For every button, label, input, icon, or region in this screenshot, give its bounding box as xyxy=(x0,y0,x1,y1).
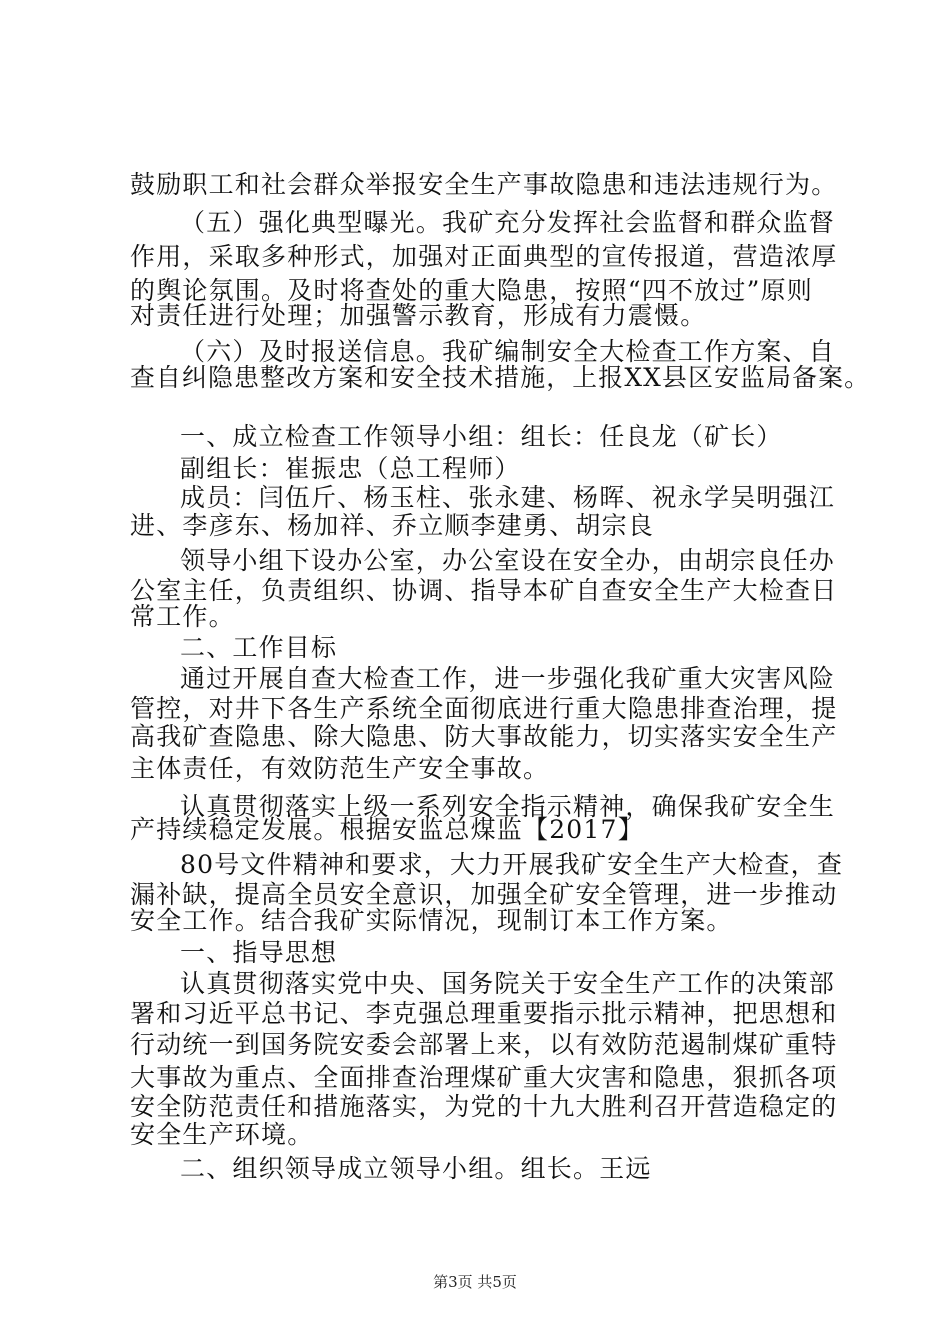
body-text-line: 高我矿查隐患、除大隐患、防大事故能力，切实落实安全生产 xyxy=(130,722,838,751)
body-text-line: 一、成立检查工作领导小组：组长：任良龙（矿长） xyxy=(180,422,783,451)
body-text-line: 进、李彦东、杨加祥、乔立顺李建勇、胡宗良 xyxy=(130,511,655,540)
body-text-line: 安全工作。结合我矿实际情况，现制订本工作方案。 xyxy=(130,906,733,935)
body-text-line: 作用，采取多种形式，加强对正面典型的宣传报道，营造浓厚 xyxy=(130,242,838,271)
body-text-line: 认真贯彻落实党中央、国务院关于安全生产工作的决策部 xyxy=(180,969,836,998)
body-text-line: 安全防范责任和措施落实，为党的十九大胜利召开营造稳定的 xyxy=(130,1092,838,1121)
body-text-line: 的舆论氛围。及时将查处的重大隐患，按照“四不放过”原则 xyxy=(130,276,813,305)
body-text-line: 领导小组下设办公室，办公室设在安全办，由胡宗良任办 xyxy=(180,546,836,575)
body-text-line: 行动统一到国务院安委会部署上来，以有效防范遏制煤矿重特 xyxy=(130,1030,838,1059)
body-text-line: 认真贯彻落实上级一系列安全指示精神，确保我矿安全生 xyxy=(180,792,836,821)
body-text-line: 80号文件精神和要求，大力开展我矿安全生产大检查，查 xyxy=(180,850,844,879)
body-text-line: 常工作。 xyxy=(130,602,235,631)
body-text-line: 大事故为重点、全面排查治理煤矿重大灾害和隐患，狠抓各项 xyxy=(130,1063,838,1092)
body-text-line: （六）及时报送信息。我矿编制安全大检查工作方案、自 xyxy=(180,337,836,366)
body-text-line: 二、工作目标 xyxy=(180,633,338,662)
body-text-line: 署和习近平总书记、李克强总理重要指示批示精神，把思想和 xyxy=(130,999,838,1028)
page-number-footer: 第3页 共5页 xyxy=(433,1273,517,1291)
body-text-line: 成员：闫伍斤、杨玉柱、张永建、杨晖、祝永学吴明强江 xyxy=(180,483,836,512)
body-text-line: （五）强化典型曝光。我矿充分发挥社会监督和群众监督 xyxy=(180,208,836,237)
body-text-line: 管控，对井下各生产系统全面彻底进行重大隐患排查治理，提 xyxy=(130,694,838,723)
body-text-line: 漏补缺，提高全员安全意识，加强全矿安全管理，进一步推动 xyxy=(130,880,838,909)
body-text-line: 安全生产环境。 xyxy=(130,1120,314,1149)
body-text-line: 查自纠隐患整改方案和安全技术措施，上报XX县区安监局备案。 xyxy=(130,363,871,392)
body-text-line: 一、指导思想 xyxy=(180,938,338,967)
body-text-line: 主体责任，有效防范生产安全事故。 xyxy=(130,754,550,783)
body-text-line: 二、组织领导成立领导小组。组长。王远 xyxy=(180,1154,652,1183)
body-text-line: 公室主任，负责组织、协调、指导本矿自查安全生产大检查日 xyxy=(130,576,838,605)
body-text-line: 通过开展自查大检查工作，进一步强化我矿重大灾害风险 xyxy=(180,664,836,693)
body-text-line: 对责任进行处理；加强警示教育，形成有力震慑。 xyxy=(130,301,707,330)
body-text-line: 鼓励职工和社会群众举报安全生产事故隐患和违法违规行为。 xyxy=(130,170,838,199)
body-text-line: 副组长：崔振忠（总工程师） xyxy=(180,454,521,483)
body-text-line: 产持续稳定发展。根据安监总煤监【2017】 xyxy=(130,815,644,844)
